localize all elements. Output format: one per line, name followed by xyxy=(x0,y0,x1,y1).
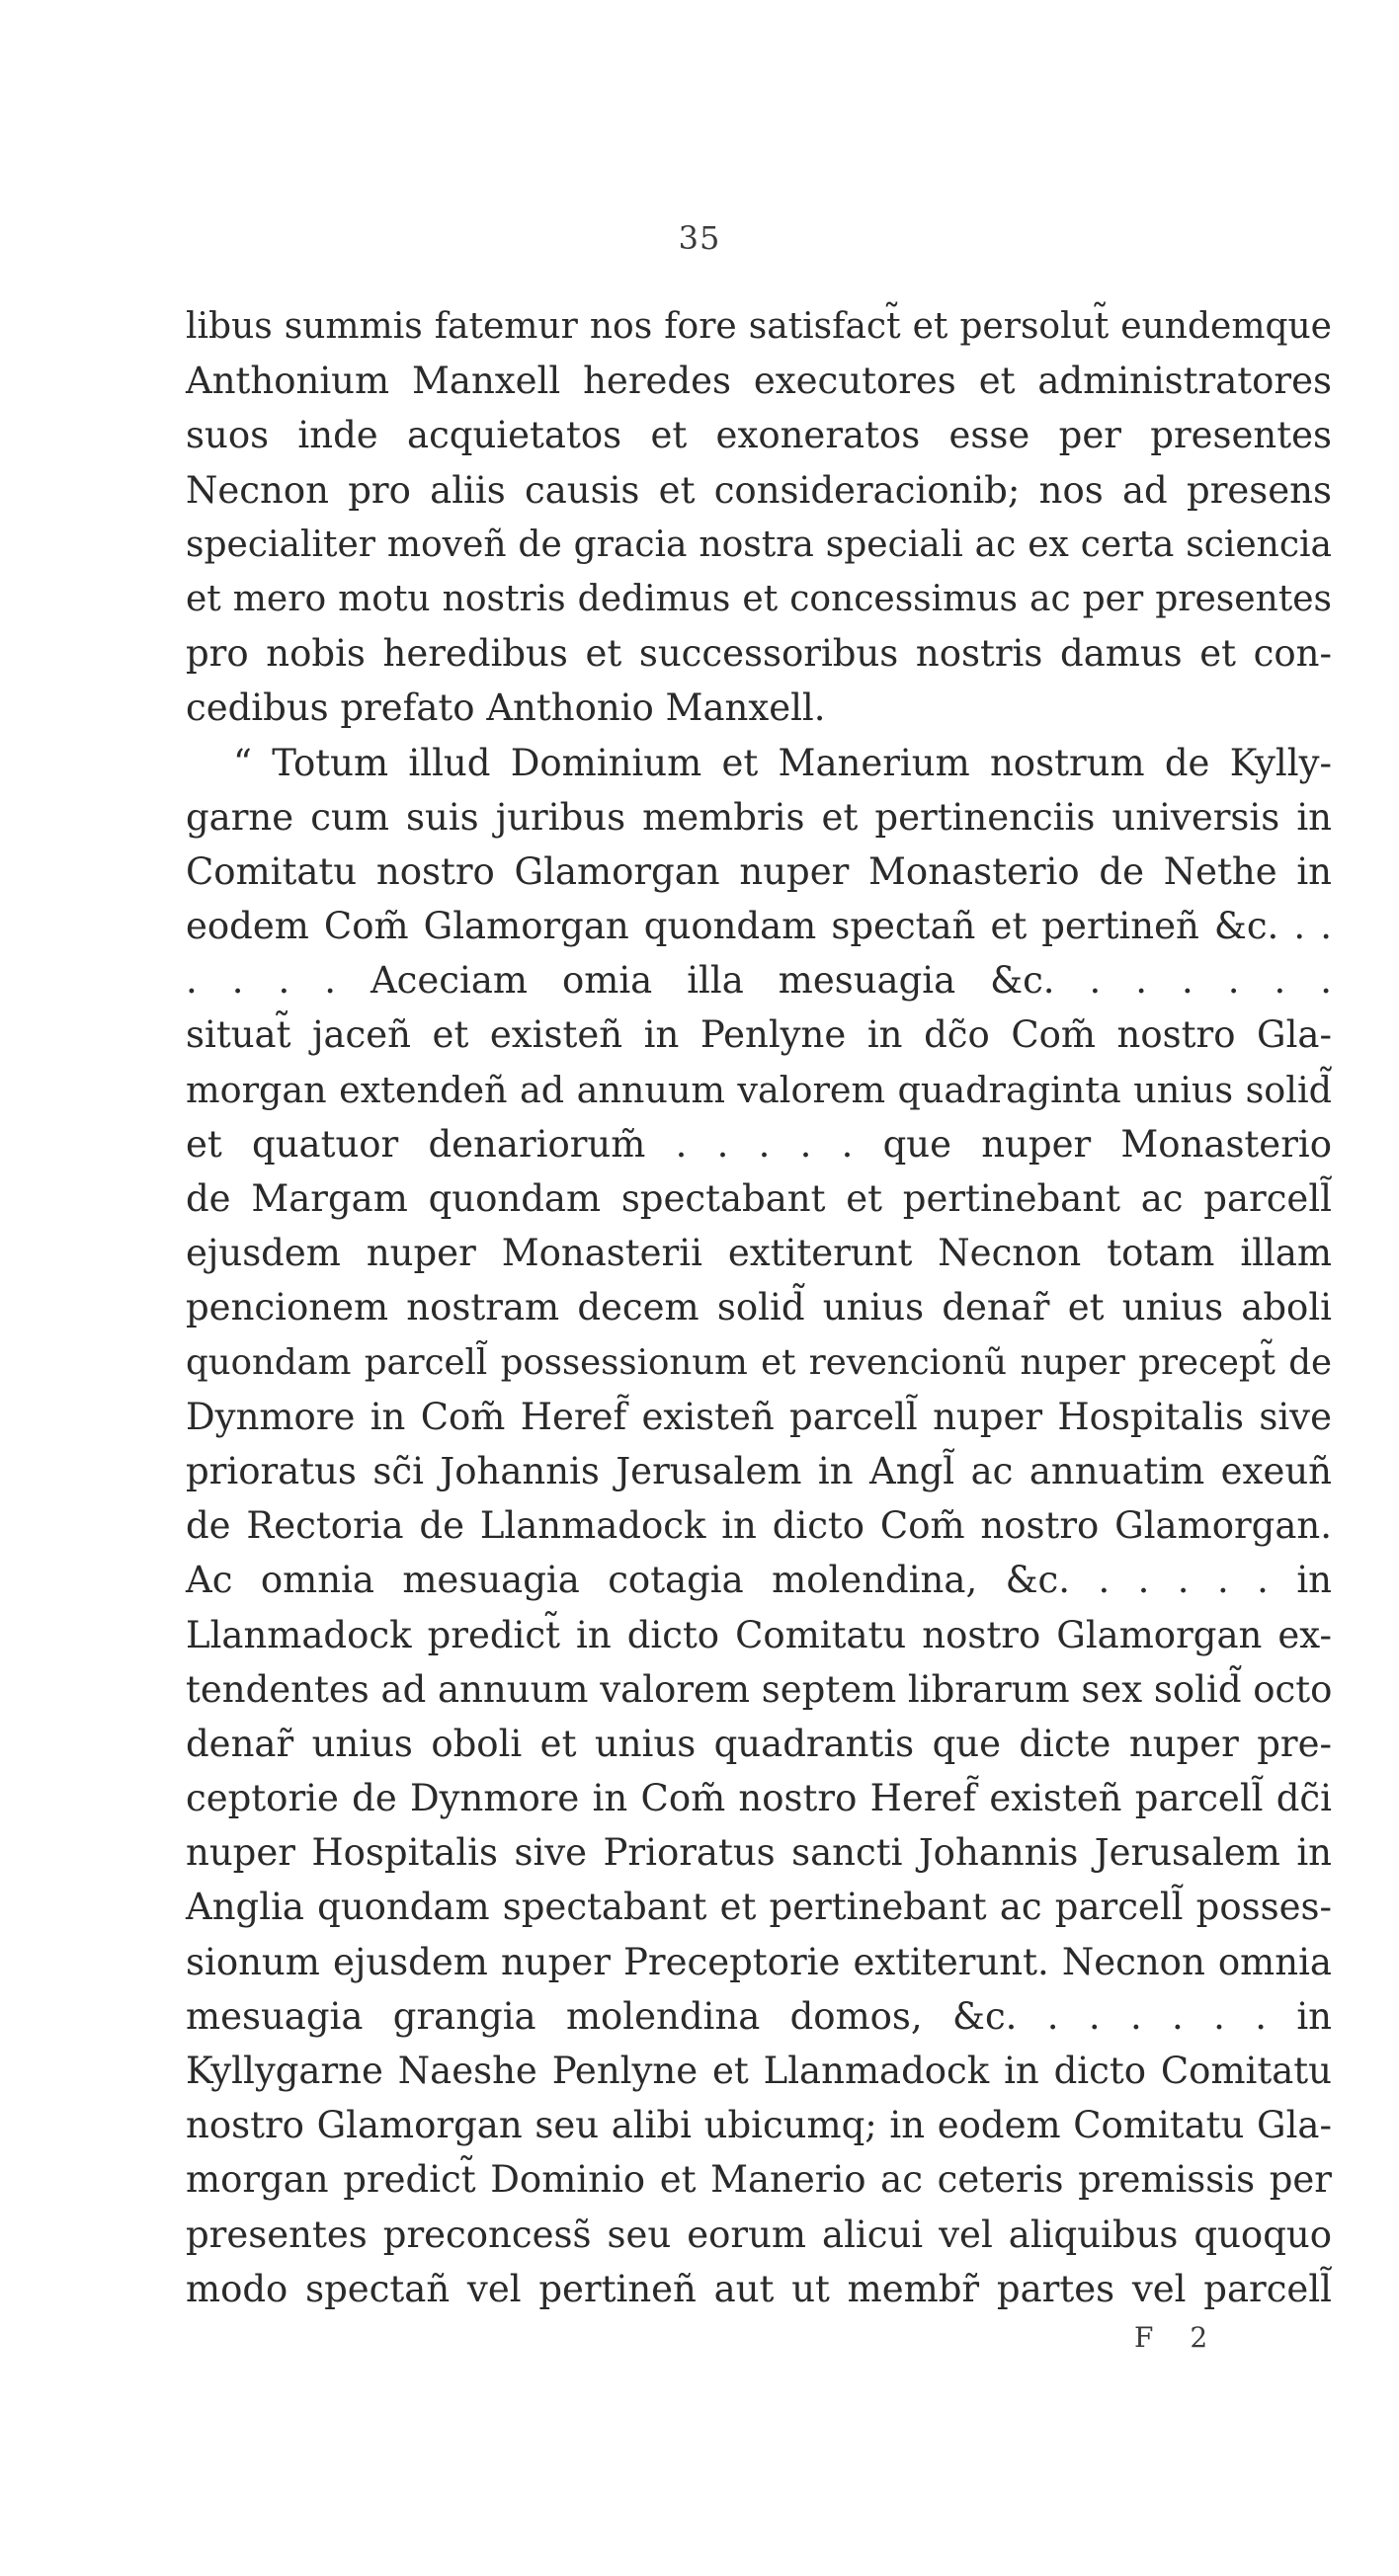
text-line: quondam parcell̃ possessionum et revencionũ nuper precept̃ de xyxy=(186,1341,1332,1383)
text-line: nuper Hospitalis sive Prioratus sancti Johannis Jerusalem in xyxy=(186,1831,1332,1875)
text-line: suos inde acquietatos et exoneratos esse per presentes xyxy=(186,414,1332,457)
text-line: et mero motu nostris dedimus et concessimus ac per presentes xyxy=(186,578,1332,619)
text-line: Necnon pro aliis causis et consideracionib; nos ad presens xyxy=(186,468,1332,512)
text-line: Anthonium Manxell heredes executores et administratores xyxy=(186,360,1332,403)
text-line: libus summis fatemur nos fore satisfact̃ et persolut̃ eundemque xyxy=(186,306,1332,347)
text-line: cedibus prefato Anthonio Manxell. xyxy=(186,686,826,730)
text-line: eodem Com̃ Glamorgan quondam spectañ et pertineñ &c. . . xyxy=(186,905,1332,948)
text-line: garne cum suis juribus membris et pertinenciis universis in xyxy=(186,795,1332,839)
text-line: Comitatu nostro Glamorgan nuper Monasterio de Nethe in xyxy=(186,849,1332,893)
text-line: Dynmore in Com̃ Heref̃ existeñ parcell̃ nuper Hospitalis sive xyxy=(186,1395,1332,1438)
text-line: mesuagia grangia molendina domos, &c. . . . . . . in xyxy=(186,1994,1332,2038)
text-line: morgan predict̃ Dominio et Manerio ac ceteris premissis per xyxy=(186,2158,1332,2202)
text-line: tendentes ad annuum valorem septem librarum sex solid̃ octo xyxy=(186,1667,1333,1711)
page-number: 35 xyxy=(678,219,721,257)
text-line: “ Totum illud Dominium et Manerium nostrum de Kylly- xyxy=(233,741,1332,784)
body-text xyxy=(186,299,1332,2316)
text-line: pencionem nostram decem solid̃ unius denar̃ et unius aboli xyxy=(186,1286,1332,1329)
text-line: ejusdem nuper Monasterii extiterunt Necnon totam illam xyxy=(186,1232,1332,1275)
text-line: Anglia quondam spectabant et pertinebant ac parcell̃ posses- xyxy=(186,1886,1332,1929)
text-line: sionum ejusdem nuper Preceptorie extiterunt. Necnon omnia xyxy=(186,1940,1332,1983)
text-line: denar̃ unius oboli et unius quadrantis que dicte nuper pre- xyxy=(186,1722,1332,1765)
text-line: Kyllygarne Naeshe Penlyne et Llanmadock in dicto Comitatu xyxy=(186,2050,1332,2092)
text-line: Llanmadock predict̃ in dicto Comitatu nostro Glamorgan ex- xyxy=(186,1613,1332,1656)
text-line: ceptorie de Dynmore in Com̃ nostro Heref̃ existeñ parcell̃ dc̃i xyxy=(186,1777,1332,1820)
text-line: prioratus sc̃i Johannis Jerusalem in Angl̃ ac annuatim exeuñ xyxy=(186,1449,1332,1492)
text-line: . . . . Aceciam omia illa mesuagia &c. . . . . . . xyxy=(186,959,1332,1003)
text-line: specialiter moveñ de gracia nostra speciali ac ex certa sciencia xyxy=(186,523,1332,565)
text-line: modo spectañ vel pertineñ aut ut membr̃ partes vel parcell̃ xyxy=(186,2267,1332,2310)
text-line: de Margam quondam spectabant et pertinebant ac parcell̃ xyxy=(186,1177,1332,1220)
text-line: pro nobis heredibus et successoribus nostris damus et con- xyxy=(186,632,1332,676)
text-line: presentes preconcess̃ seu eorum alicui vel aliquibus quoquo xyxy=(186,2213,1332,2256)
text-line: Ac omnia mesuagia cotagia molendina, &c. . . . . . in xyxy=(186,1559,1332,1602)
signature-mark: F 2 xyxy=(1134,2321,1222,2354)
text-line: nostro Glamorgan seu alibi ubicumq; in eodem Comitatu Gla- xyxy=(186,2104,1332,2147)
text-line: morgan extendeñ ad annuum valorem quadraginta unius solid̃ xyxy=(186,1068,1332,1111)
text-line: de Rectoria de Llanmadock in dicto Com̃ nostro Glamorgan. xyxy=(186,1504,1332,1548)
text-line: situat̃ jaceñ et existeñ in Penlyne in dc̃o Com̃ nostro Gla- xyxy=(186,1013,1332,1057)
text-line: et quatuor denariorum̃ . . . . . que nuper Monasterio xyxy=(186,1122,1332,1166)
